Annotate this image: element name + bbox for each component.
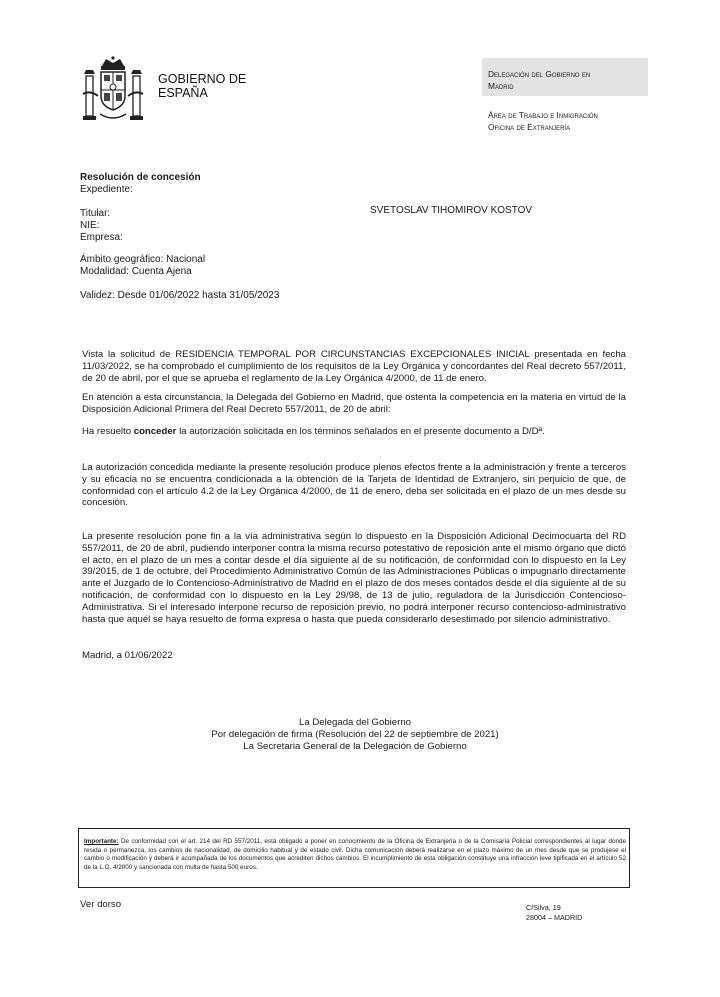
paragraph-atencion: En atención a esta circunstancia, la Delegada del Gobierno en Madrid, que ostenta la competencia en la materia en virtud de la Disposición Adicional Primera del Real Decreto 557/2011, de 20 de abril:	[82, 392, 626, 415]
notice-label: Importante:	[84, 838, 119, 845]
place-date: Madrid, a 01/06/2022	[82, 650, 173, 661]
area-line2: Oficina de Extranjería	[488, 122, 571, 132]
titular-label: Titular:	[80, 208, 111, 219]
resolution-title: Resolución de concesión	[80, 172, 201, 183]
paragraph-solicitud: Vista la solicitud de RESIDENCIA TEMPORAL POR CIRCUNSTANCIAS EXCEPCIONALES INICIAL presentada en fecha 11/03/2022, se ha comprobado el cumplimiento de los requisitos de la Ley Orgánica y concordantes del Real decreto 557/2011, de 20 de abril, por el que se aprueba el reglamento de la Ley Orgánica 4/2000, de 11 de enero.	[82, 349, 626, 384]
area-name	[488, 109, 678, 133]
notice-body: De conformidad con el art. 214 del RD 557/2011, está obligado a poner en conocimiento de la Oficina de Extranjería o de la Comisaría Policial correspondientes al lugar donde resida o permanezca, los cambios de nacionalidad, de domicilio habitual y de estado civil. Dicha comunicación deberá realizarse en el plazo máximo de un mes desde que se produjese el cambio o modificación y deberá ir acompañada de los documentos que acrediten dichos cambios. El incumplimiento de esta obligación constituye una infracción leve tipificada en el artículo 52 de la L.O. 4/2000 y sancionada con multa de hasta 500 euros.	[84, 838, 626, 871]
address-line1: C/Silva, 19	[526, 903, 561, 912]
modalidad-field: Modalidad: Cuenta Ajena	[80, 266, 192, 277]
ver-dorso: Ver dorso	[80, 899, 122, 910]
nie-label: NIE:	[80, 220, 100, 231]
empresa-label: Empresa:	[80, 232, 123, 243]
validez-field: Validez: Desde 01/06/2022 hasta 31/05/2023	[80, 290, 280, 301]
area-line1: Área de Trabajo e Inmigración	[488, 110, 598, 120]
address	[526, 903, 582, 922]
signature-block	[180, 717, 530, 752]
signature-line3: La Secretaria General de la Delegación de Gobierno	[243, 740, 467, 752]
paragraph-autorizacion: La autorización concedida mediante la presente resolución produce plenos efectos frente a la administración y frente a terceros y su eficacia no se encuentra condicionada a la obtención de la Tarjeta de Identidad de Extranjero, sin perjuicio de que, de conformidad con el artículo 4.2 de la Ley Orgánica 4/2000, de 11 de enero, deba ser solicitada en el plazo de un mes desde su concesión.	[82, 462, 626, 509]
resuelto-post: la autorización solicitada en los términos señalados en el presente documento a D/Dª.	[176, 426, 545, 437]
resuelto-bold: conceder	[133, 426, 177, 437]
paragraph-resuelto	[82, 426, 626, 438]
resuelto-pre: Ha resuelto	[82, 426, 134, 437]
government-name-line2: ESPAÑA	[158, 86, 208, 100]
notice-text	[84, 838, 626, 872]
address-line2: 28004 – MADRID	[526, 912, 583, 922]
delegation-name	[488, 68, 648, 92]
paragraph-recurso: La presente resolución pone fin a la vía administrativa según lo dispuesto en la Disposición Adicional Decimocuarta del RD 557/2011, de 20 de abril, pudiendo interponer contra la misma recurso potestativo de reposición ante el mismo órgano que dictó el acto, en el plazo de un mes a contar desde el día siguiente al de su notificación, de conformidad con lo dispuesto en la Ley 39/2015, de 1 de octubre, del Procedimiento Administrativo Común de las Administraciones Públicas o impugnarlo directamente ante el Juzgado de lo Contencioso-Administrativo de Madrid en el plazo de dos meses contados desde el día siguiente al de su notificación, de conformidad con lo dispuesto en la Ley 29/98, de 13 de julio, reguladora de la Jurisdicción Contencioso-Administrativa. Si el interesado interpone recurso de reposición previo, no podrá interponer recurso contencioso-administrativo hasta que aquél se haya resuelto de forma expresa o hasta que pueda considerarlo desestimado por silencio administrativo.	[82, 531, 626, 625]
holder-name: SVETOSLAV TIHOMIROV KOSTOV	[370, 205, 533, 216]
expediente-label: Expediente:	[80, 184, 133, 195]
government-name	[158, 72, 246, 100]
signature-line2: Por delegación de firma (Resolución del 22 de septiembre de 2021)	[211, 728, 499, 740]
government-name-line1: GOBIERNO DE	[158, 72, 247, 86]
signature-line1: La Delegada del Gobierno	[298, 717, 411, 728]
coat-of-arms-icon	[80, 56, 146, 130]
ambito-field: Ámbito geográfico: Nacional	[80, 254, 206, 265]
delegation-line2: Madrid	[488, 81, 514, 91]
delegation-line1: Delegación del Gobierno en	[488, 69, 591, 79]
